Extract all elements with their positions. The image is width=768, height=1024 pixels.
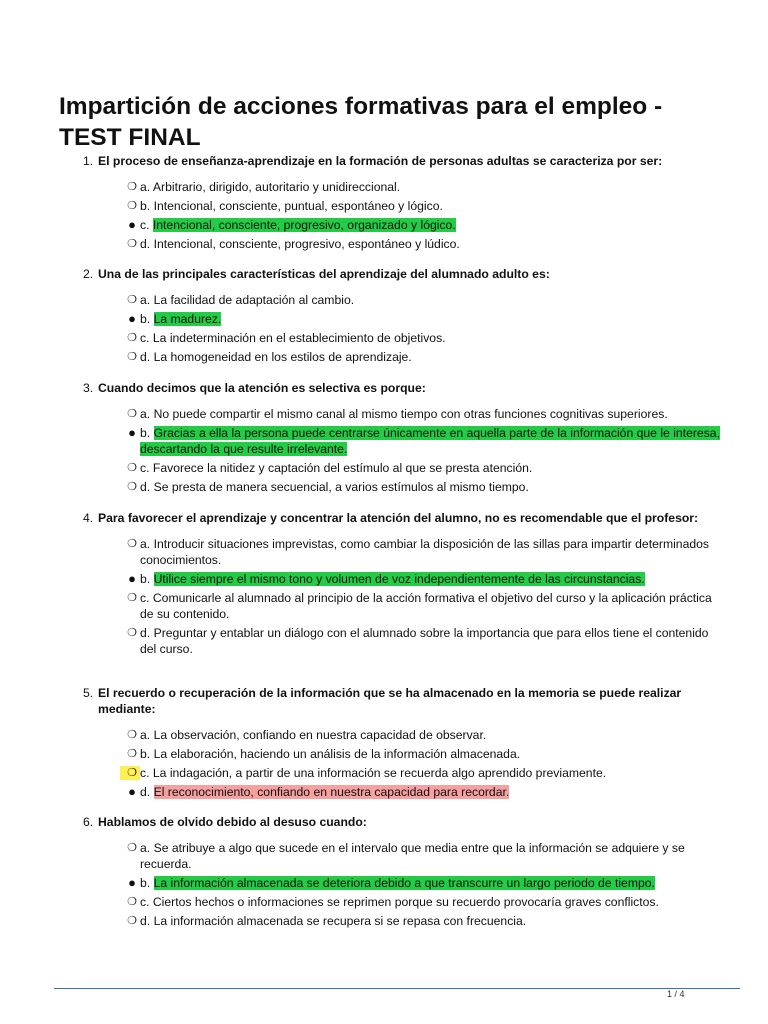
- option-c[interactable]: ❍ c. Comunicarle al alumnado al principio de la acción formativa el objetivo del curso y la aplicación práctica de su contenido.: [127, 591, 712, 621]
- radio-empty-icon: ❍: [127, 748, 137, 760]
- option-b[interactable]: ● b. Gracias a ella la persona puede centrarse únicamente en aquella parte de la información que le interesa, descartando la que resulte irrelevante.: [126, 425, 723, 457]
- options-list: [83, 406, 723, 495]
- radio-filled-icon: ●: [128, 425, 136, 440]
- option-b[interactable]: ● b. La madurez.: [126, 311, 723, 327]
- options-list: [83, 840, 723, 929]
- radio-empty-icon: ❍: [127, 238, 137, 250]
- page-number: 1 / 4: [667, 989, 685, 999]
- option-d[interactable]: ❍ d. Se presta de manera secuencial, a varios estímulos al mismo tiempo.: [127, 480, 529, 494]
- radio-filled-icon: ●: [128, 311, 136, 326]
- correct-answer-highlight: La información almacenada se deteriora debido a que transcurre un largo periodo de tiempo.: [153, 876, 655, 890]
- option-b[interactable]: ● b. Utilice siempre el mismo tono y volumen de voz independientemente de las circunstancias.: [126, 571, 723, 587]
- radio-empty-icon: ❍: [127, 200, 137, 212]
- option-a[interactable]: ❍ a. La observación, confiando en nuestra capacidad de observar.: [127, 728, 487, 742]
- option-d[interactable]: ❍ d. Preguntar y entablar un diálogo con el alumnado sobre la importancia que para ellos tiene el contenido del curso.: [127, 626, 709, 656]
- option-c[interactable]: ❍ c. La indeterminación en el establecimiento de objetivos.: [127, 331, 446, 345]
- question-text: Para favorecer el aprendizaje y concentrar la atención del alumno, no es recomendable que el profesor:: [98, 511, 699, 525]
- page-title: Impartición de acciones formativas para el empleo - TEST FINAL: [59, 93, 663, 151]
- option-d[interactable]: ❍ d. Intencional, consciente, progresivo, espontáneo y lúdico.: [127, 237, 460, 251]
- question-number: 5.: [83, 686, 94, 700]
- question-text: El recuerdo o recuperación de la información que se ha almacenado en la memoria se puede realizar mediante:: [98, 686, 682, 716]
- question-6: [83, 814, 723, 932]
- radio-empty-icon: ❍: [127, 294, 137, 306]
- option-b[interactable]: ❍ b. Intencional, consciente, puntual, espontáneo y lógico.: [127, 199, 443, 213]
- footer-divider: [54, 988, 740, 989]
- radio-empty-icon: ❍: [127, 481, 137, 493]
- question-5: [83, 685, 723, 803]
- option-c[interactable]: ● c. Intencional, consciente, progresivo, organizado y lógico.: [126, 217, 723, 233]
- question-text: Una de las principales características del aprendizaje del alumnado adulto es:: [98, 267, 550, 281]
- radio-filled-icon: ●: [128, 784, 136, 799]
- correct-answer-highlight: Gracias a ella la persona puede centrarse únicamente en aquella parte de la información que le interesa, descartando la que resulte irrelevante.: [140, 426, 720, 456]
- correct-answer-highlight: Utilice siempre el mismo tono y volumen de voz independientemente de las circunstancias.: [153, 572, 645, 586]
- options-list: [83, 727, 723, 800]
- question-3: [83, 380, 723, 498]
- option-a[interactable]: ❍ a. Se atribuye a algo que sucede en el intervalo que media entre que la información se adquiere y se recuerda.: [127, 841, 685, 871]
- radio-empty-icon: ❍: [127, 729, 137, 741]
- question-number: 2.: [83, 267, 94, 281]
- question-number: 1.: [83, 154, 94, 168]
- radio-empty-icon: ❍: [127, 332, 137, 344]
- radio-empty-icon: ❍: [127, 842, 137, 854]
- radio-empty-icon: ❍: [127, 538, 137, 550]
- option-b[interactable]: ❍ b. La elaboración, haciendo un análisis de la información almacenada.: [127, 747, 521, 761]
- option-a[interactable]: ❍ a. Arbitrario, dirigido, autoritario y unidireccional.: [127, 180, 401, 194]
- option-d[interactable]: ❍ d. La homogeneidad en los estilos de aprendizaje.: [127, 350, 412, 364]
- option-c[interactable]: ❍ c. La indagación, a partir de una información se recuerda algo aprendido previamente.: [126, 765, 723, 781]
- options-list: [83, 179, 723, 252]
- option-a[interactable]: ❍ a. No puede compartir el mismo canal al mismo tiempo con otras funciones cognitivas superiores.: [127, 407, 668, 421]
- question-number: 3.: [83, 381, 94, 395]
- radio-empty-icon: ❍: [127, 351, 137, 363]
- question-number: 4.: [83, 511, 94, 525]
- radio-empty-icon: ❍: [127, 896, 137, 908]
- correct-answer-highlight: La madurez.: [153, 312, 222, 326]
- radio-empty-icon: ❍: [127, 408, 137, 420]
- radio-empty-icon: ❍: [127, 627, 137, 639]
- options-list: [83, 536, 723, 657]
- option-b[interactable]: ● b. La información almacenada se deteriora debido a que transcurre un largo periodo de tiempo.: [126, 875, 723, 891]
- radio-empty-icon: ❍: [127, 767, 137, 779]
- question-text: Hablamos de olvido debido al desuso cuando:: [98, 815, 367, 829]
- radio-filled-icon: ●: [128, 875, 136, 890]
- option-a[interactable]: ❍ a. Introducir situaciones imprevistas, como cambiar la disposición de las sillas para impartir determinados conocimientos.: [127, 537, 710, 567]
- question-number: 6.: [83, 815, 94, 829]
- option-d[interactable]: ● d. El reconocimiento, confiando en nuestra capacidad para recordar.: [126, 784, 723, 800]
- radio-empty-icon: ❍: [127, 181, 137, 193]
- question-2: [83, 266, 723, 368]
- wrong-answer-highlight: El reconocimiento, confiando en nuestra capacidad para recordar.: [153, 785, 510, 799]
- radio-filled-icon: ●: [128, 217, 136, 232]
- option-a[interactable]: ❍ a. La facilidad de adaptación al cambio.: [127, 293, 355, 307]
- option-c[interactable]: ❍ c. Favorece la nitidez y captación del estímulo al que se presta atención.: [127, 461, 533, 475]
- radio-empty-icon: ❍: [127, 915, 137, 927]
- options-list: [83, 292, 723, 365]
- question-text: El proceso de enseñanza-aprendizaje en la formación de personas adultas se caracteriza por ser:: [98, 154, 663, 168]
- radio-empty-icon: ❍: [127, 462, 137, 474]
- option-c[interactable]: ❍ c. Ciertos hechos o informaciones se reprimen porque su recuerdo provocaría graves conflictos.: [127, 895, 659, 909]
- option-d[interactable]: ❍ d. La información almacenada se recupera si se repasa con frecuencia.: [127, 914, 527, 928]
- radio-filled-icon: ●: [128, 571, 136, 586]
- question-text: Cuando decimos que la atención es selectiva es porque:: [98, 381, 426, 395]
- question-1: [83, 153, 723, 255]
- question-4: [83, 510, 723, 660]
- radio-empty-icon: ❍: [127, 592, 137, 604]
- correct-answer-highlight: Intencional, consciente, progresivo, organizado y lógico.: [152, 218, 456, 232]
